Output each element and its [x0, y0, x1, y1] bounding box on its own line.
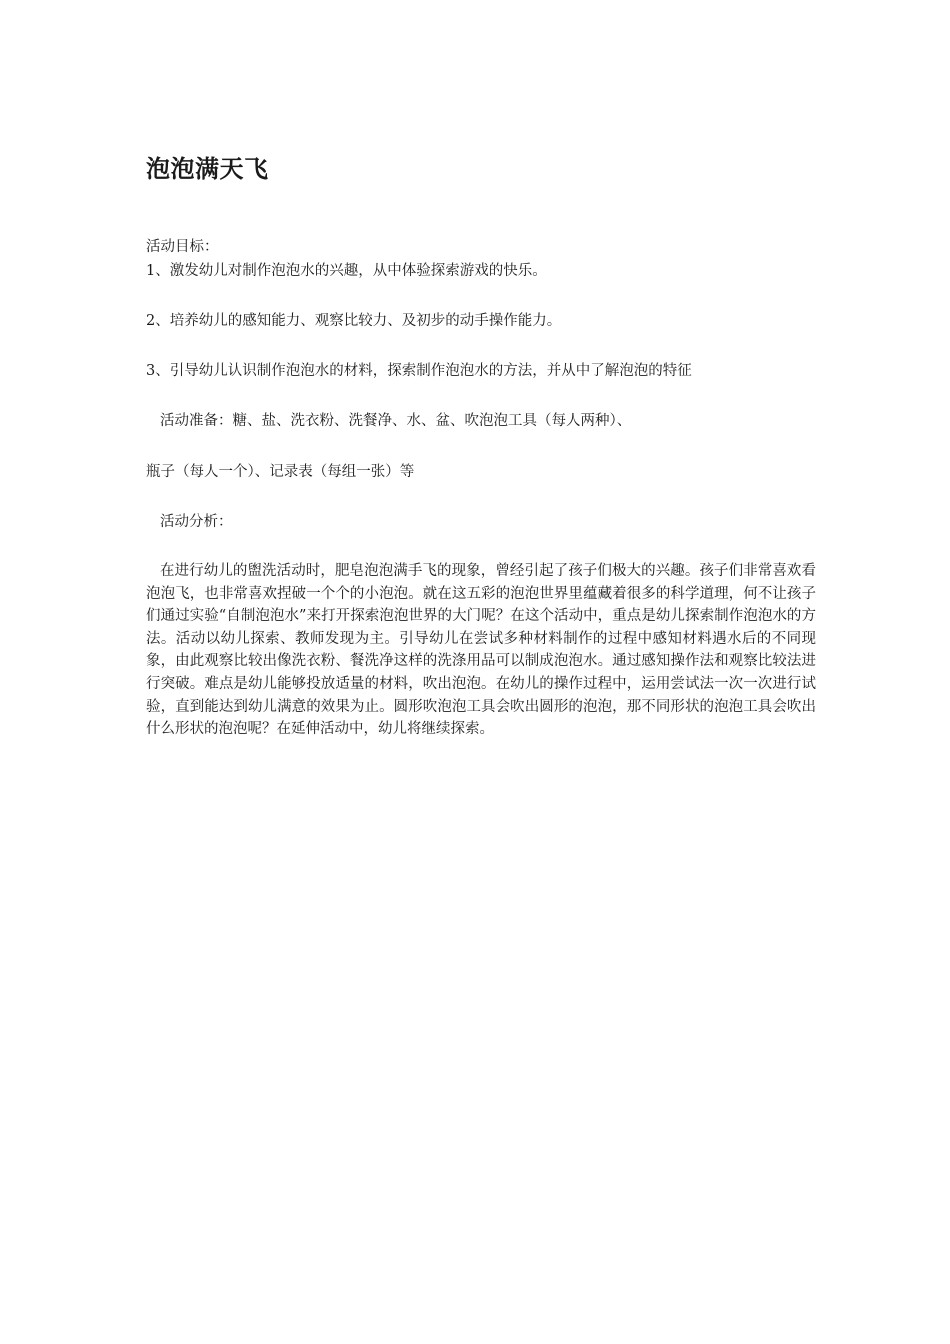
goal-item-2: 2、培养幼儿的感知能力、观察比较力、及初步的动手操作能力。 [146, 313, 562, 329]
goal-item-3: 3、引导幼儿认识制作泡泡水的材料，探索制作泡泡水的方法，并从中了解泡泡的特征 [146, 363, 692, 379]
analysis-paragraph: 在进行幼儿的盥洗活动时，肥皂泡泡满手飞的现象，曾经引起了孩子们极大的兴趣。孩子们非常喜欢看泡泡飞，也非常喜欢捏破一个个的小泡泡。就在这五彩的泡泡世界里蕴藏着很多的科学道理，何不让孩子们通过实验“自制泡泡水”来打开探索泡泡世界的大门呢？在这个活动中，重点是幼儿探索制作泡泡水的方法。活动以幼儿探索、教师发现为主。引导幼儿在尝试多种材料制作的过程中感知材料遇水后的不同现象，由此观察比较出像洗衣粉、餐洗净这样的洗涤用品可以制成泡泡水。通过感知操作法和观察比较法进行突破。难点是幼儿能够投放适量的材料，吹出泡泡。在幼儿的操作过程中，运用尝试法一次一次进行试验，直到能达到幼儿满意的效果为止。圆形吹泡泡工具会吹出圆形的泡泡，那不同形状的泡泡工具会吹出什么形状的泡泡呢？在延伸活动中，幼儿将继续探索。 [146, 563, 816, 738]
preparation-line-2: 瓶子（每人一个）、记录表（每组一张）等 [146, 464, 415, 480]
goal-item-1: 1、激发幼儿对制作泡泡水的兴趣，从中体验探索游戏的快乐。 [146, 263, 547, 279]
goals-heading: 活动目标： [146, 239, 219, 255]
preparation-line-1: 活动准备：糖、盐、洗衣粉、洗餐净、水、盆、吹泡泡工具（每人两种）、 [160, 413, 632, 429]
analysis-heading: 活动分析： [160, 514, 233, 530]
document-title: 泡泡满天飞 [146, 155, 269, 183]
